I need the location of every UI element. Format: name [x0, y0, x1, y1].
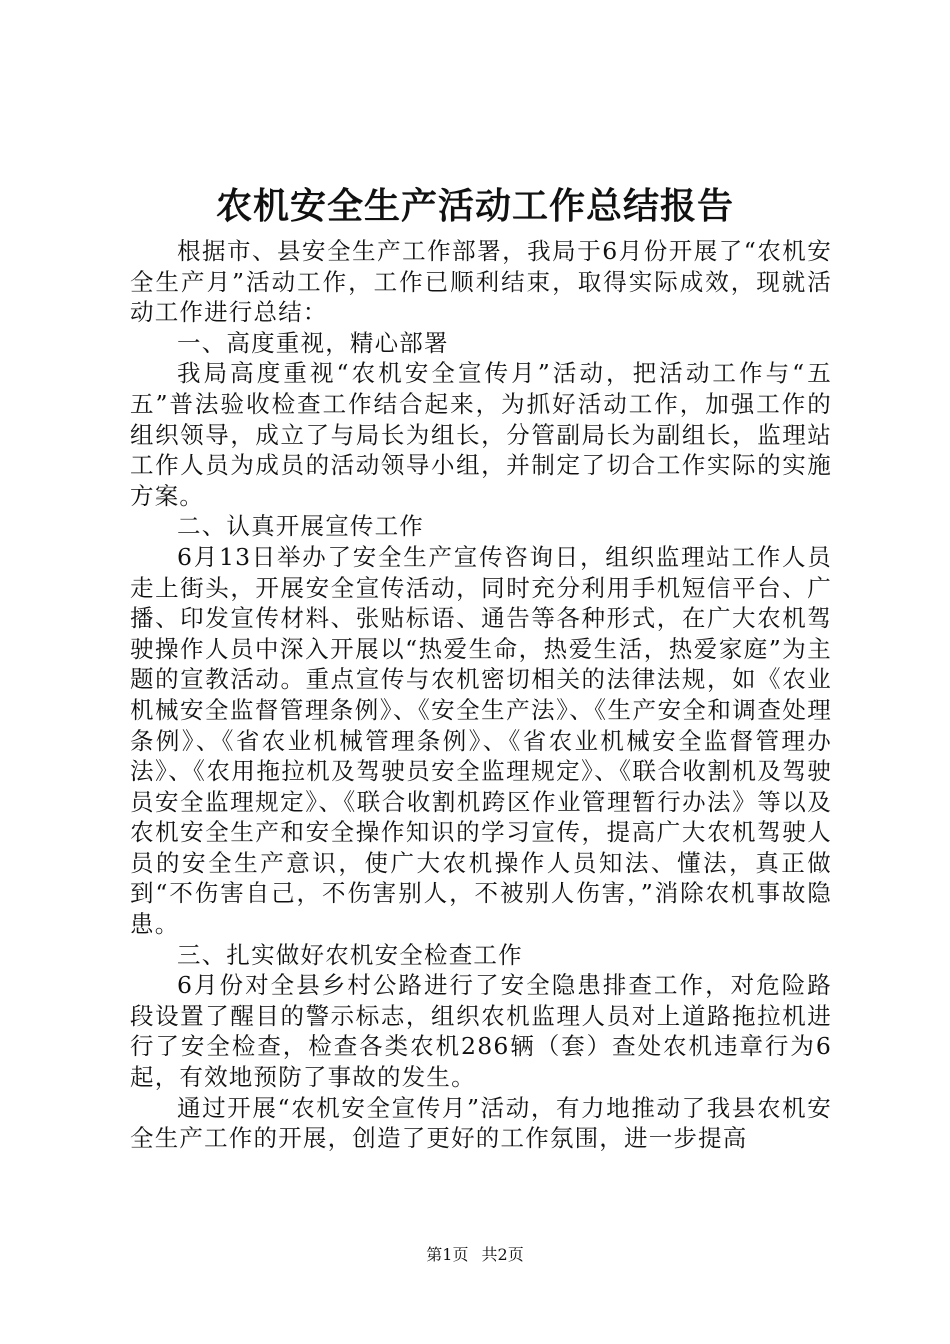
page-total: 共2页	[481, 1245, 524, 1264]
paragraph-conclusion: 通过开展“农机安全宣传月”活动，有力地推动了我县农机安全生产工作的开展，创造了更好的工作氛围，进一步提高	[130, 1093, 832, 1153]
paragraph-section-1: 我局高度重视“农机安全宣传月”活动，把活动工作与“五五”普法验收检查工作结合起来，为抓好活动工作，加强工作的组织领导，成立了与局长为组长，分管副局长为副组长，监理站工作人员为成员的活动领导小组，并制定了切合工作实际的实施方案。	[130, 359, 832, 510]
page-footer	[0, 1244, 950, 1266]
document-body	[130, 236, 832, 1154]
section-heading-1: 一、高度重视，精心部署	[177, 328, 449, 357]
paragraph-intro: 根据市、县安全生产工作部署，我局于6月份开展了“农机安全生产月”活动工作，工作已顺利结束，取得实际成效，现就活动工作进行总结：	[130, 237, 832, 327]
page-number: 第1页	[426, 1245, 469, 1264]
paragraph-section-2: 6月13日举办了安全生产宣传咨询日，组织监理站工作人员走上街头，开展安全宣传活动，同时充分利用手机短信平台、广播、印发宣传材料、张贴标语、通告等各种形式，在广大农机驾驶操作人员中深入开展以“热爱生命，热爱生活，热爱家庭”为主题的宣教活动。重点宣传与农机密切相关的法律法规，如《农业机械安全监督管理条例》、《安全生产法》、《生产安全和调查处理条例》、《省农业机械管理条例》、《省农业机械安全监督管理办法》、《农用拖拉机及驾驶员安全监理规定》、《联合收割机及驾驶员安全监理规定》、《联合收割机跨区作业管理暂行办法》等以及农机安全生产和安全操作知识的学习宣传，提高广大农机驾驶人员的安全生产意识，使广大农机操作人员知法、懂法，真正做到“不伤害自己，不伤害别人，不被别人伤害，”消除农机事故隐患。	[130, 542, 832, 939]
section-heading-2: 二、认真开展宣传工作	[177, 512, 424, 541]
paragraph-section-3: 6月份对全县乡村公路进行了安全隐患排查工作，对危险路段设置了醒目的警示标志，组织农机监理人员对上道路拖拉机进行了安全检查，检查各类农机286辆（套）查处农机违章行为6起，有效地预防了事故的发生。	[130, 971, 832, 1092]
section-heading-3: 三、扎实做好农机安全检查工作	[177, 940, 523, 969]
document-title: 农机安全生产活动工作总结报告	[215, 185, 734, 227]
